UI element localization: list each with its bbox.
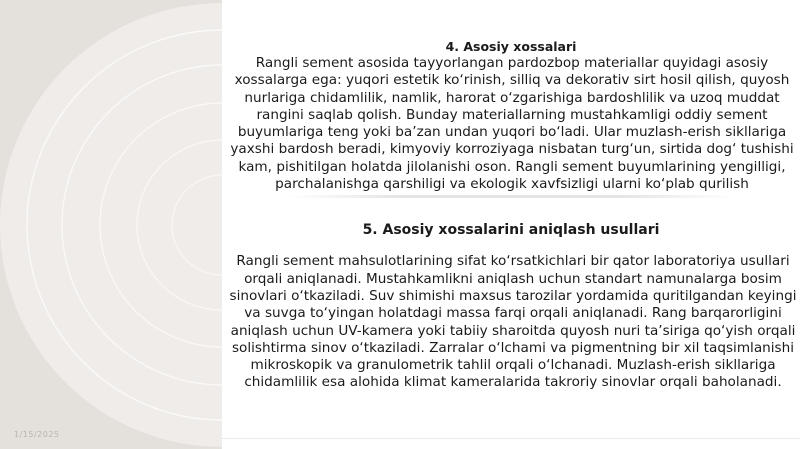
section-body-properties: Rangli sement asosida tayyorlangan pardozbop materiallar quyidagi asosiy xossalarga ega: yuqori estetik ko‘rinish, silliq va dekorativ sirt hosil qilish, quyosh nurlariga chidamlilik, namlik, harorat o‘zgarishiga bardoshlilik va uzoq muddat rangini saqlab qolish. Bunday materiallarning mustahkamligi oddiy sement buyumlariga teng yoki ba’zan undan yuqori bo‘ladi. Ular muzlash-erish sikllariga yaxshi bardosh beradi, kimyoviy korroziyaga nisbatan turg‘un, sirtida dog‘ tushishi kam, pishitilgan holatda jilolanishi oson. Rangli sement buyumlarining yengilligi, parchalanishga qarshiligi va ekologik xavfsizligi ularni ko‘plab qurilish — [230, 55, 794, 193]
concentric-rings-decoration — [0, 0, 222, 449]
ring-outer — [0, 3, 222, 447]
section-title-properties: 4. Asosiy xossalari — [445, 39, 577, 54]
section-body-methods: Rangli sement mahsulotlarining sifat ko‘rsatkichlari bir qator laboratoriya usullari orqali aniqlanadi. Mustahkamlikni aniqlash uchun standart namunalarga bosim sinovlari o‘tkaziladi. Suv shimishi maxsus tarozilar yordamida quritilgandan keyingi va suvga to‘yingan holatdagi massa farqi orqali aniqlanadi. Rang barqarorligini aniqlash uchun UV-kamera yoki tabiiy sharoitda quyosh nuri ta’siriga qo‘yish orqali solishtirma sinov o‘tkaziladi. Zarralar o‘lchami va pigmentning bir xil taqsimlanishi mikroskopik va granulometrik tahlil orqali o‘lchanadi. Muzlash-erish sikllariga chidamlilik esa alohida klimat kameralarida takroriy sinovlar orqali baholanadi. — [229, 253, 797, 391]
bottom-divider — [222, 438, 800, 439]
content-area — [222, 30, 800, 392]
section-title-methods: 5. Asosiy xossalarini aniqlash usullari — [362, 222, 660, 239]
faded-overflow-line — [231, 193, 791, 205]
decorative-side-panel — [0, 0, 222, 449]
slide-date: 1/15/2025 — [14, 430, 60, 439]
